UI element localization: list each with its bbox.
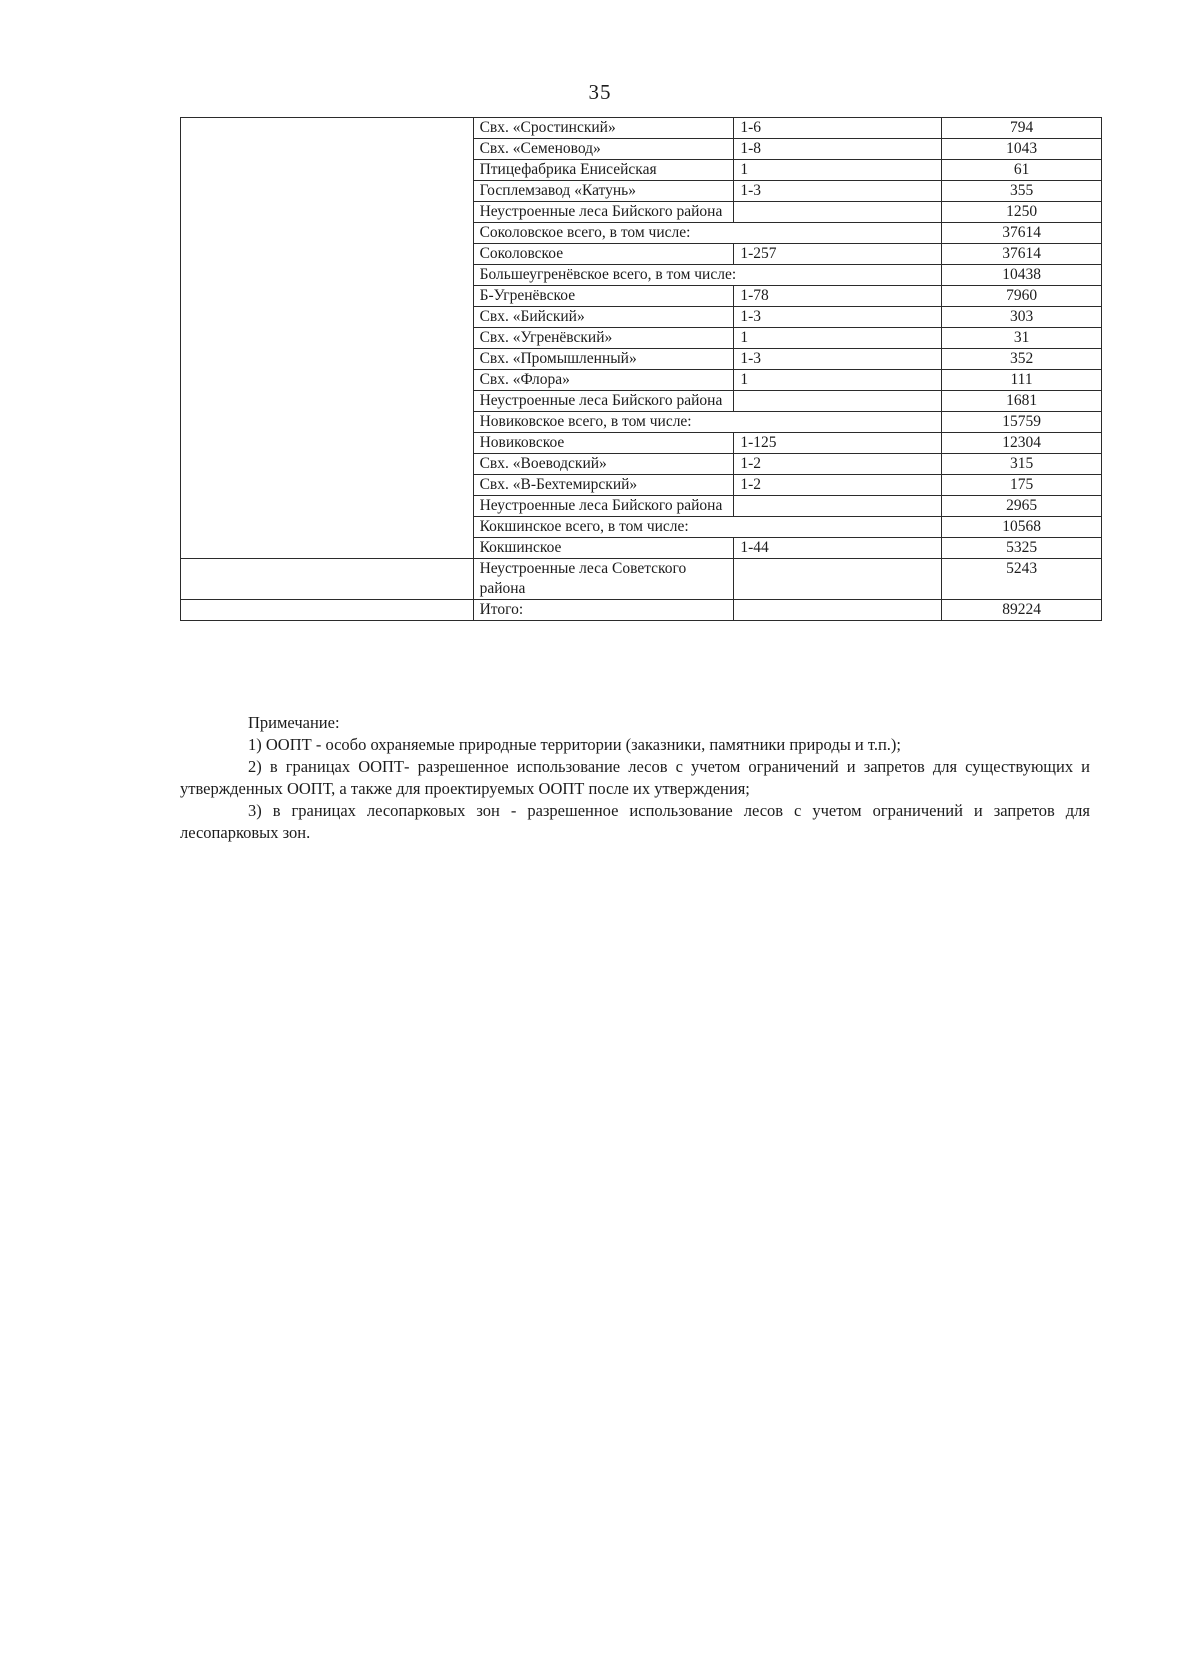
name-cell: Свх. «Промышленный» — [473, 349, 734, 370]
name-cell: Птицефабрика Енисейская — [473, 160, 734, 181]
name-cell: Б-Угренёвское — [473, 286, 734, 307]
kvartaly-cell — [734, 391, 942, 412]
name-cell: Неустроенные леса Бийского района — [473, 202, 734, 223]
note-item: 3) в границах лесопарковых зон - разрешенное использование лесов с учетом ограничений и запретов для лесопарковых зон. — [180, 801, 1090, 842]
area-cell: 37614 — [942, 223, 1102, 244]
name-cell: Госплемзавод «Катунь» — [473, 181, 734, 202]
kvartaly-cell: 1 — [734, 160, 942, 181]
area-cell: 10438 — [942, 265, 1102, 286]
area-cell: 352 — [942, 349, 1102, 370]
note-section — [180, 712, 1090, 844]
area-cell: 175 — [942, 475, 1102, 496]
area-cell: 1250 — [942, 202, 1102, 223]
area-cell: 794 — [942, 118, 1102, 139]
name-cell: Кокшинское всего, в том числе: — [473, 517, 942, 538]
name-cell: Свх. «Угренёвский» — [473, 328, 734, 349]
area-cell: 315 — [942, 454, 1102, 475]
kvartaly-cell: 1-2 — [734, 475, 942, 496]
name-cell: Соколовское — [473, 244, 734, 265]
name-cell: Свх. «В-Бехтемирский» — [473, 475, 734, 496]
kvartaly-cell: 1-44 — [734, 538, 942, 559]
kvartaly-cell: 1-78 — [734, 286, 942, 307]
blank-cell — [181, 118, 474, 559]
name-cell: Свх. «Воеводский» — [473, 454, 734, 475]
area-cell: 15759 — [942, 412, 1102, 433]
area-cell: 1043 — [942, 139, 1102, 160]
note-item: 2) в границах ООПТ- разрешенное использование лесов с учетом ограничений и запретов для существующих и утвержденных ООПТ, а также для проектируемых ООПТ после их утверждения; — [180, 757, 1090, 798]
name-cell: Итого: — [473, 600, 734, 621]
name-cell: Кокшинское — [473, 538, 734, 559]
blank-cell — [181, 600, 474, 621]
table-row — [181, 600, 1102, 621]
area-cell: 37614 — [942, 244, 1102, 265]
name-cell: Неустроенные леса Советского района — [473, 559, 734, 600]
area-cell: 31 — [942, 328, 1102, 349]
area-cell: 111 — [942, 370, 1102, 391]
area-cell: 2965 — [942, 496, 1102, 517]
area-cell: 303 — [942, 307, 1102, 328]
area-cell: 1681 — [942, 391, 1102, 412]
area-cell: 5325 — [942, 538, 1102, 559]
kvartaly-cell: 1-125 — [734, 433, 942, 454]
note-heading: Примечание: — [248, 713, 340, 732]
name-cell: Соколовское всего, в том числе: — [473, 223, 942, 244]
kvartaly-cell — [734, 496, 942, 517]
area-cell: 355 — [942, 181, 1102, 202]
name-cell: Неустроенные леса Бийского района — [473, 496, 734, 517]
kvartaly-cell: 1-6 — [734, 118, 942, 139]
name-cell: Свх. «Флора» — [473, 370, 734, 391]
kvartaly-cell: 1-257 — [734, 244, 942, 265]
table-row — [181, 118, 1102, 139]
kvartaly-cell: 1-2 — [734, 454, 942, 475]
kvartaly-cell — [734, 559, 942, 600]
kvartaly-cell: 1-3 — [734, 307, 942, 328]
area-cell: 5243 — [942, 559, 1102, 600]
name-cell: Новиковское всего, в том числе: — [473, 412, 942, 433]
blank-cell — [181, 559, 474, 600]
name-cell: Новиковское — [473, 433, 734, 454]
kvartaly-cell: 1-8 — [734, 139, 942, 160]
area-cell: 61 — [942, 160, 1102, 181]
name-cell: Свх. «Бийский» — [473, 307, 734, 328]
name-cell: Свх. «Сростинский» — [473, 118, 734, 139]
kvartaly-cell — [734, 600, 942, 621]
kvartaly-cell: 1-3 — [734, 349, 942, 370]
name-cell: Неустроенные леса Бийского района — [473, 391, 734, 412]
note-item: 1) ООПТ - особо охраняемые природные территории (заказники, памятники природы и т.п.); — [248, 735, 902, 754]
area-cell: 10568 — [942, 517, 1102, 538]
name-cell: Большеугренёвское всего, в том числе: — [473, 265, 942, 286]
kvartaly-cell: 1 — [734, 370, 942, 391]
kvartaly-cell: 1-3 — [734, 181, 942, 202]
area-cell: 89224 — [942, 600, 1102, 621]
area-cell: 12304 — [942, 433, 1102, 454]
table-row — [181, 559, 1102, 600]
kvartaly-cell — [734, 202, 942, 223]
name-cell: Свх. «Семеновод» — [473, 139, 734, 160]
area-cell: 7960 — [942, 286, 1102, 307]
page-number: 35 — [588, 80, 612, 104]
forest-area-table — [180, 117, 1102, 621]
kvartaly-cell: 1 — [734, 328, 942, 349]
